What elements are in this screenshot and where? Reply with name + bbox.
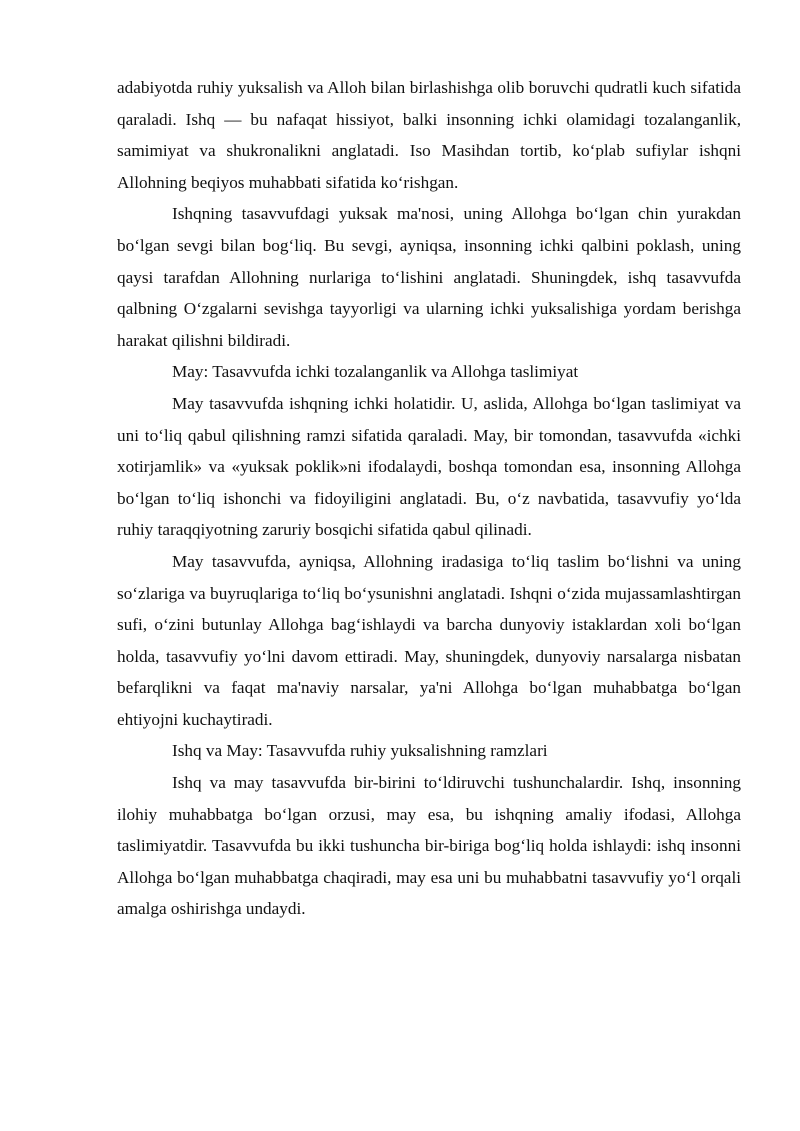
section-heading-ishq-va-may: Ishq va May: Tasavvufda ruhiy yuksalishning ramzlari [172, 741, 548, 761]
section-heading-may: May: Tasavvufda ichki tozalanganlik va Allohga taslimiyat [172, 362, 579, 382]
paragraph-may-inner-state: May tasavvufda ishqning ichki holatidir. U, aslida, Allohga bo‘lgan taslimiyat va uni to‘liq qabul qilishning ramzi sifatida qaraladi. May, bir tomondan, tasavvufda «ichki xotirjamlik» va «yuksak poklik»ni ifodalaydi, boshqa tomondan esa, insonning Allohga bo‘lgan to‘liq ishonchi va fidoyiligini anglatadi. Bu, o‘z navbatida, tasavvufiy yo‘lda ruhiy taraqqiyotning zaruriy bosqichi sifatida qabul qilinadi. [117, 393, 741, 540]
paragraph-ishq-va-may: Ishq va may tasavvufda bir-birini to‘ldiruvchi tushunchalardir. Ishq, insonning ilohiy muhabbatga bo‘lgan orzusi, may esa, bu ishqning amaliy ifodasi, Allohga taslimiyatdir. Tasavvufda bu ikki tushuncha bir-biriga bog‘liq holda ishlaydi: ishq insonni Allohga bo‘lgan muhabbatga chaqiradi, may esa uni bu muhabbatni tasavvufiy yo‘l orqali amalga oshirishga undaydi. [117, 773, 741, 919]
paragraph-continuation: adabiyotda ruhiy yuksalish va Alloh bilan birlashishga olib boruvchi qudratli kuch sifatida qaraladi. Ishq — bu nafaqat hissiyot, balki insonning ichki olamidagi tozalanganlik, samimiyat va shukronalikni anglatadi. Iso Masihdan tortib, ko‘plab sufiylar ishqni Allohning beqiyos muhabbati sifatida ko‘rishgan. [117, 78, 741, 192]
document-page [117, 72, 741, 925]
paragraph-may-submission: May tasavvufda, ayniqsa, Allohning iradasiga to‘liq taslim bo‘lishni va uning so‘zlariga va buyruqlariga to‘liq bo‘ysunishni anglatadi. Ishqni o‘zida mujassamlashtirgan sufi, o‘zini butunlay Allohga bag‘ishlaydi va barcha dunyoviy istaklardan xoli bo‘lgan holda, tasavvufiy yo‘lni davom ettiradi. May, shuningdek, dunyoviy narsalarga nisbatan befarqlikni va faqat ma'naviy narsalar, ya'ni Allohga bo‘lgan muhabbatga bo‘lgan ehtiyojni kuchaytiradi. [117, 551, 741, 729]
paragraph-ishq-meaning: Ishqning tasavvufdagi yuksak ma'nosi, uning Allohga bo‘lgan chin yurakdan bo‘lgan sevgi bilan bog‘liq. Bu sevgi, ayniqsa, insonning ichki qalbini poklash, uning qaysi tarafdan Allohning nurlariga to‘lishini anglatadi. Shuningdek, ishq tasavvufda qalbning O‘zgalarni sevishga tayyorligi va ularning ichki yuksalishiga yordam berishga harakat qilishni bildiradi. [117, 204, 741, 350]
